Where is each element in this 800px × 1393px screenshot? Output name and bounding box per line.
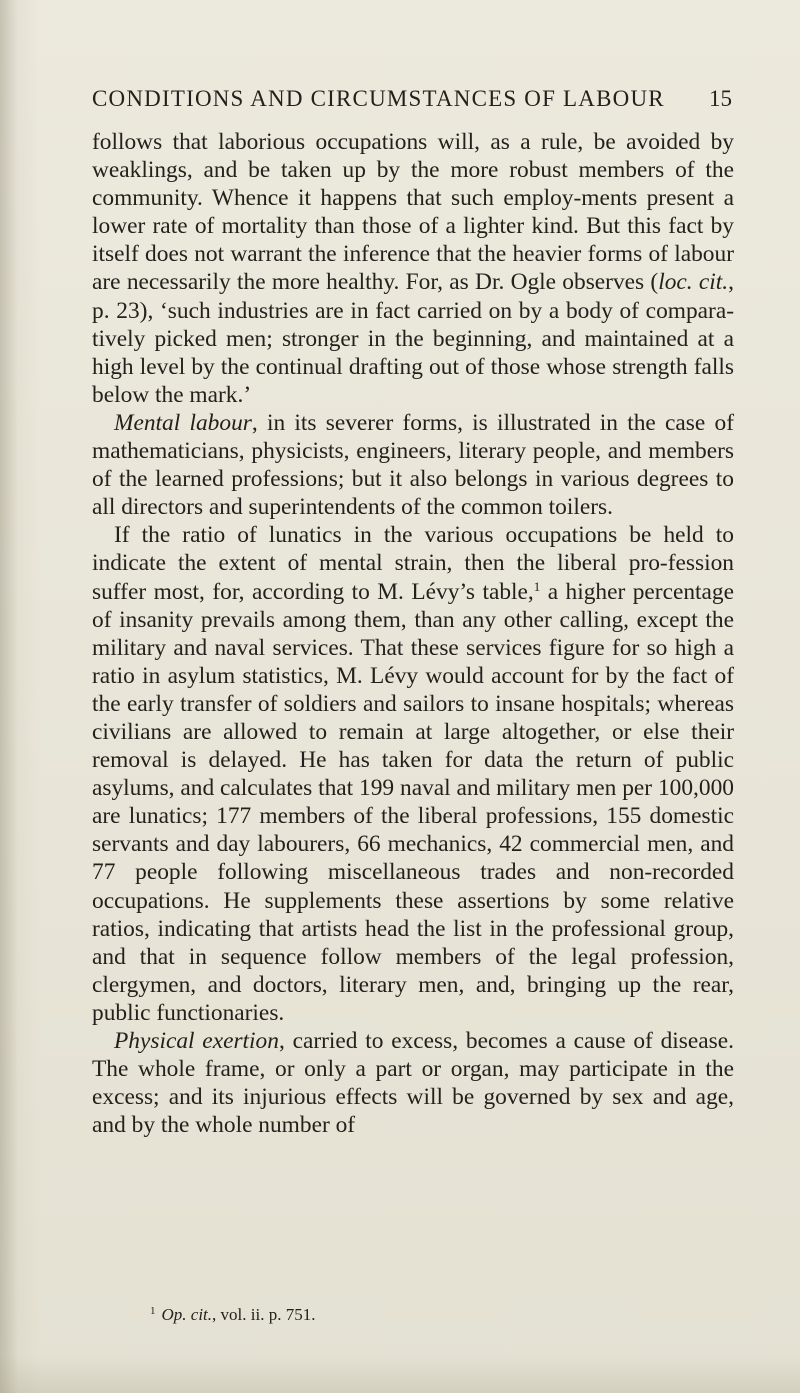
text-run: a higher percentage of insanity prevails among them, than any other calling, except the military and naval services. That these services figure for so high a ratio in asylum statistics, M. Lévy would account for by the fact of the early transfer of soldiers and sailors to insane hospitals; whereas civilians are allowed to remain at large altogether, or else their removal is delayed. He has taken for data the return of public asylums, and calculates that 199 naval and military men per 100,000 are lunatics; 177 members of the liberal professions, 155 domestic servants and day labourers, 66 mechanics, 42 commercial men, and 77 people following miscellaneous trades and non-recorded occupations. He supplements these assertions by some relative ratios, indicating that artists head the list in the professional group, and that in sequence follow members of the legal profession, clergymen, and doctors, literary men, and, bringing up the rear, public functionaries. [92,578,734,1026]
text-run: , in its severer forms, is illustrated in the case of mathematicians, physicists, engineers, literary people, and members of the learned professions; but it also belongs in various degrees to all directors and superintendents of the common toilers. [92,409,734,521]
italic-citation: loc. cit. [658,269,729,296]
text-run: , p. 23), ‘such industries are in fact carried on by a body of compara-tively picked men; stronger in the beginning, and maintained at a high level by the continual drafting out of those whose strength falls below the mark.’ [92,269,734,408]
footnote-text: , vol. ii. p. 751. [212,1305,316,1324]
footnote-reference: 1 [533,578,541,594]
page-header [92,86,732,114]
text-run: follows that laborious occupations will, as a rule, be avoided by weaklings, and be taken up by the more robust members of the community. Whence it happens that such employ-ments present a lower rate of mortality than those of a lighter kind. But this fact by itself does not warrant the inference that the heavier forms of labour are necessarily the more healthy. For, as Dr. Ogle observes ( [92,129,734,296]
footnote-citation: Op. cit. [161,1305,213,1324]
italic-term: Physical exertion [114,1028,279,1054]
paragraph [92,1027,734,1139]
page-bottom-shading [0,1355,800,1393]
italic-term: Mental labour [114,409,252,436]
running-head: CONDITIONS AND CIRCUMSTANCES OF LABOUR [92,86,665,111]
text-run: , carried to excess, becomes a cause of disease. The whole frame, or only a part or organ, may participate in the excess; and its injurious effects will be governed by sex and age, and by the whole number of [92,1028,734,1139]
page-gutter-shadow [0,0,18,1393]
text-run: If the ratio of lunatics in the various occupations be held to indicate the extent of mental strain, then the liberal pro-fession suffer most, for, according to M. Lévy’s table, [92,522,734,605]
paragraph [92,409,734,521]
footnote [150,1305,315,1325]
paragraph [92,128,734,409]
page-number: 15 [709,86,732,111]
paragraph [92,521,734,1027]
footnote-mark: 1 [150,1305,156,1317]
body-text [92,128,734,1139]
